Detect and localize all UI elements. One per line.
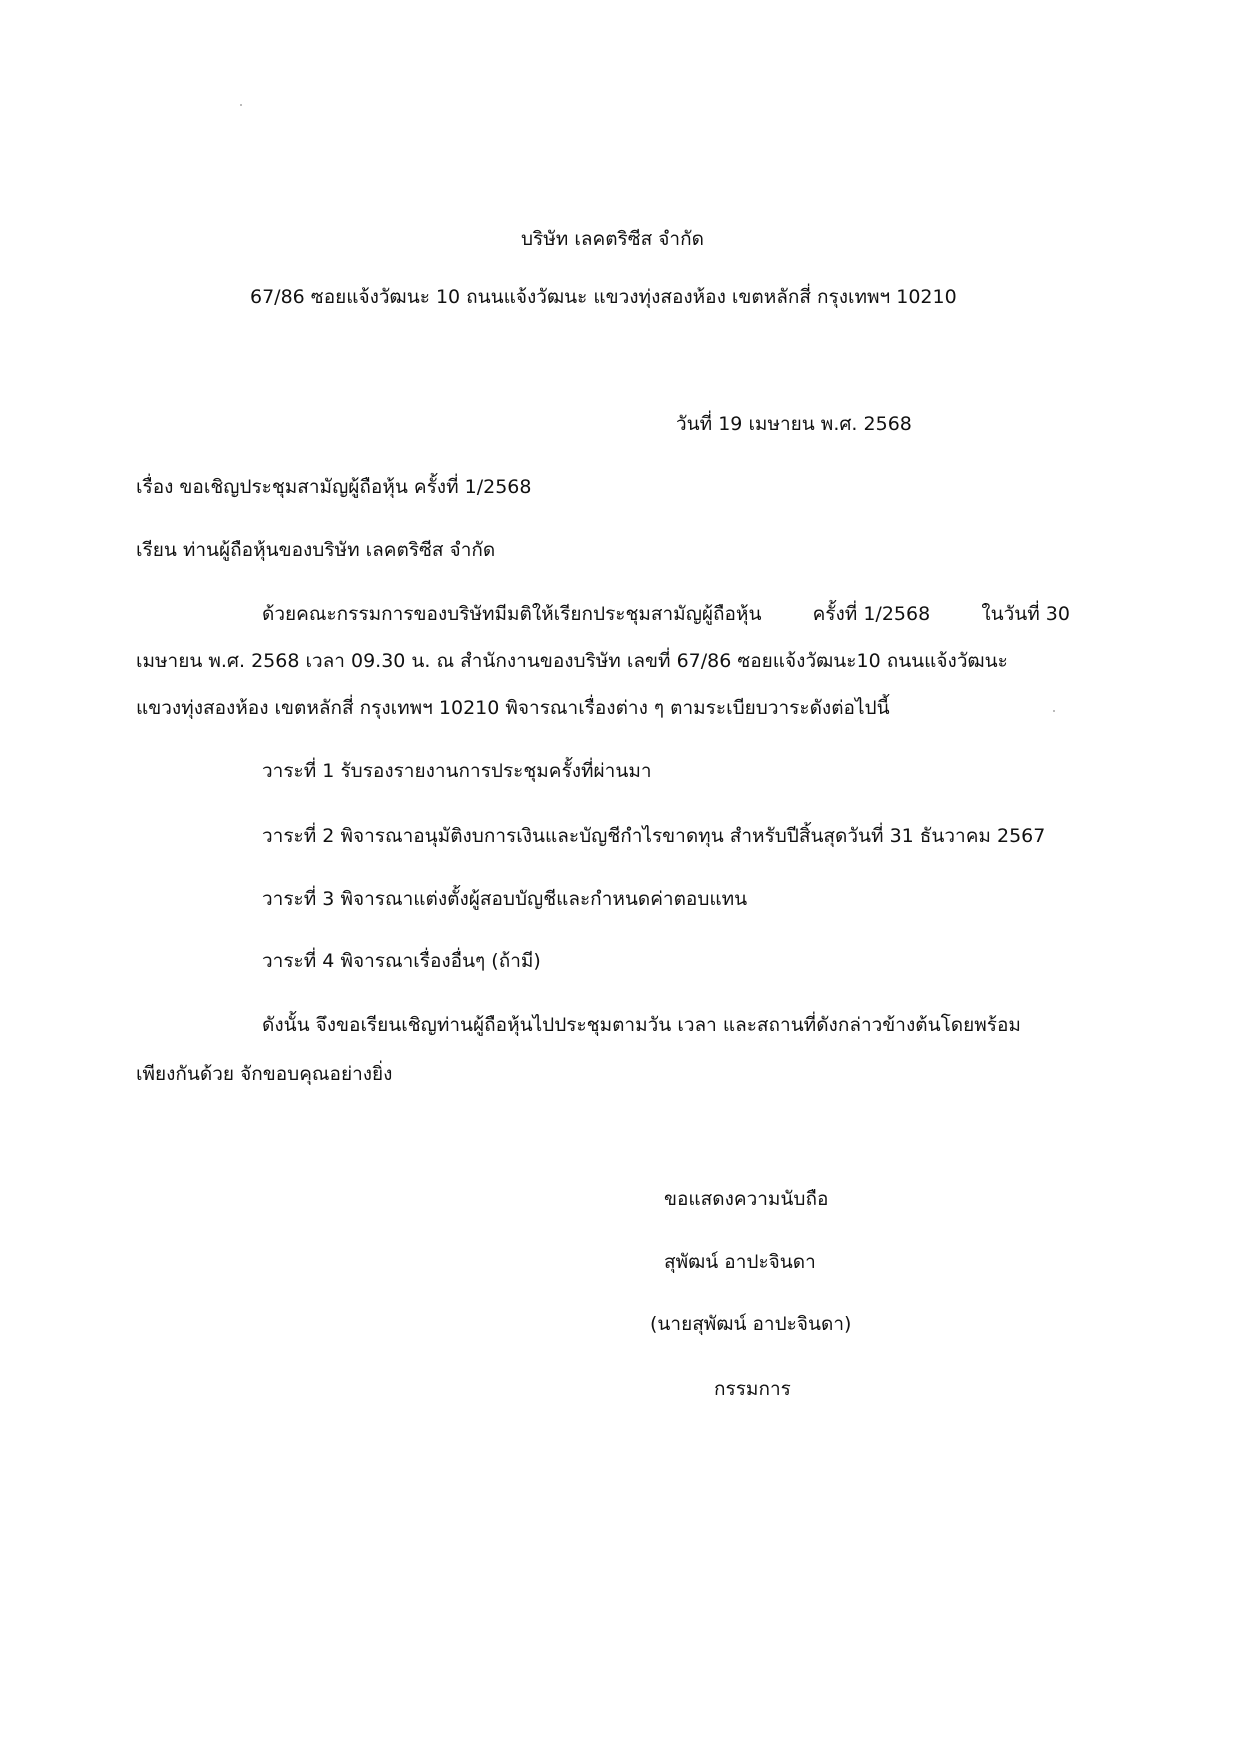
agenda-item-3: วาระที่ 3 พิจารณาแต่งตั้งผู้สอบบัญชีและกำหนดค่าตอบแทน [262,888,748,910]
signer-position: กรรมการ [714,1378,791,1400]
letter-recipient: เรียน ท่านผู้ถือหุ้นของบริษัท เลคตริซีส จำกัด [136,539,496,561]
letter-subject: เรื่อง ขอเชิญประชุมสามัญผู้ถือหุ้น ครั้งที่ 1/2568 [136,476,532,498]
intro-paragraph-line-1 [262,603,1070,626]
intro-paragraph-line-3: แขวงทุ่งสองห้อง เขตหลักสี่ กรุงเทพฯ 10210 พิจารณาเรื่องต่าง ๆ ตามระเบียบวาระดังต่อไปนี้ [136,697,890,719]
meeting-number: ครั้งที่ 1/2568 [812,603,931,625]
closing-salutation: ขอแสดงความนับถือ [664,1188,829,1210]
agenda-item-1: วาระที่ 1 รับรองรายงานการประชุมครั้งที่ผ่านมา [262,760,652,782]
intro-text: ด้วยคณะกรรมการของบริษัทมีมติให้เรียกประชุมสามัญผู้ถือหุ้น [262,603,762,625]
meeting-date-start: ในวันที่ 30 [981,603,1070,625]
intro-paragraph-line-2: เมษายน พ.ศ. 2568 เวลา 09.30 น. ณ สำนักงานของบริษัท เลขที่ 67/86 ซอยแจ้งวัฒนะ10 ถนนแจ้งวัฒนะ [136,650,1008,672]
scan-speck [240,104,242,106]
closing-paragraph-line-2: เพียงกันด้วย จักขอบคุณอย่างยิ่ง [136,1063,393,1085]
scan-speck [1053,710,1055,712]
agenda-item-4: วาระที่ 4 พิจารณาเรื่องอื่นๆ (ถ้ามี) [262,950,541,972]
company-name: บริษัท เลคตริซีส จำกัด [521,228,704,250]
signer-signature: สุพัฒน์ อาปะจินดา [664,1251,816,1273]
letter-date: วันที่ 19 เมษายน พ.ศ. 2568 [676,413,912,435]
signer-printed-name: (นายสุพัฒน์ อาปะจินดา) [650,1313,852,1335]
company-address: 67/86 ซอยแจ้งวัฒนะ 10 ถนนแจ้งวัฒนะ แขวงทุ่งสองห้อง เขตหลักสี่ กรุงเทพฯ 10210 [250,286,957,308]
closing-paragraph-line-1: ดังนั้น จึงขอเรียนเชิญท่านผู้ถือหุ้นไปประชุมตามวัน เวลา และสถานที่ดังกล่าวข้างต้นโดยพร้อม [262,1014,1021,1036]
agenda-item-2: วาระที่ 2 พิจารณาอนุมัติงบการเงินและบัญชีกำไรขาดทุน สำหรับปีสิ้นสุดวันที่ 31 ธันวาคม 2567 [262,825,1046,847]
